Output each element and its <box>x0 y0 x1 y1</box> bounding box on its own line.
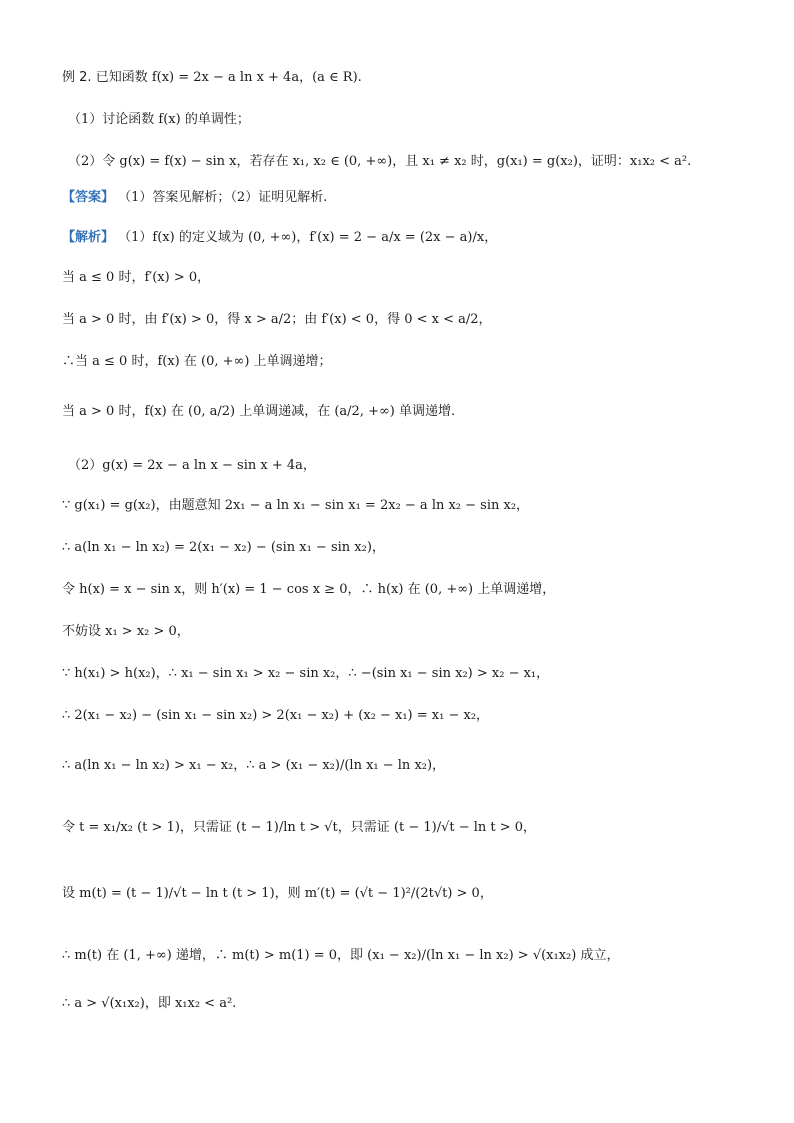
analysis-line: 当 a > 0 时，由 f′(x) > 0，得 x > a/2；由 f′(x) < 0，得 0 < x < a/2， <box>62 312 492 327</box>
analysis-line: 令 h(x) = x − sin x，则 h′(x) = 1 − cos x ≥ 0，∴ h(x) 在 (0, +∞) 上单调递增， <box>62 582 556 597</box>
problem-part-1: （1）讨论函数 f(x) 的单调性； <box>68 112 250 127</box>
answer-text: （1）答案见解析；（2）证明见解析. <box>118 190 328 205</box>
analysis-line: 当 a ≤ 0 时，f′(x) > 0， <box>62 270 211 285</box>
analysis-line: ∴ 2(x₁ − x₂) − (sin x₁ − sin x₂) > 2(x₁ − x₂) + (x₂ − x₁) = x₁ − x₂， <box>62 708 490 723</box>
analysis-tag: 【解析】 <box>62 230 115 245</box>
problem-statement: 已知函数 f(x) = 2x − a ln x + 4a，(a ∈ R). <box>95 70 362 85</box>
analysis-line: ∵ h(x₁) > h(x₂)，∴ x₁ − sin x₁ > x₂ − sin x₂，∴ −(sin x₁ − sin x₂) > x₂ − x₁， <box>62 666 550 681</box>
problem-statement-line <box>62 68 742 88</box>
analysis-text: （1）f(x) 的定义域为 (0, +∞)，f′(x) = 2 − a/x = (2x − a)/x， <box>118 230 498 245</box>
analysis-line: ∵ g(x₁) = g(x₂)，由题意知 2x₁ − a ln x₁ − sin x₁ = 2x₂ − a ln x₂ − sin x₂， <box>62 498 530 513</box>
analysis-line: ∴ m(t) 在 (1, +∞) 递增，∴ m(t) > m(1) = 0，即 (x₁ − x₂)/(ln x₁ − ln x₂) > √(x₁x₂) 成立， <box>62 948 620 963</box>
problem-label: 例 2. <box>62 70 92 85</box>
analysis-line-1 <box>62 228 742 248</box>
analysis-line: ∴ a > √(x₁x₂)，即 x₁x₂ < a². <box>62 996 237 1011</box>
analysis-line: 设 m(t) = (t − 1)/√t − ln t (t > 1)，则 m′(t) = (√t − 1)²/(2t√t) > 0， <box>62 886 493 901</box>
analysis-line: 令 t = x₁/x₂ (t > 1)，只需证 (t − 1)/ln t > √t，只需证 (t − 1)/√t − ln t > 0， <box>62 820 537 835</box>
answer-line <box>62 188 742 208</box>
analysis-line: （2）g(x) = 2x − a ln x − sin x + 4a， <box>68 458 316 473</box>
answer-tag: 【答案】 <box>62 190 115 205</box>
analysis-line: 当 a > 0 时，f(x) 在 (0, a/2) 上单调递减，在 (a/2, +∞) 单调递增. <box>62 404 456 419</box>
analysis-line: 不妨设 x₁ > x₂ > 0， <box>62 624 190 639</box>
problem-part-2: （2）令 g(x) = f(x) − sin x，若存在 x₁, x₂ ∈ (0, +∞)，且 x₁ ≠ x₂ 时，g(x₁) = g(x₂)，证明：x₁x₂ < a². <box>68 154 692 169</box>
analysis-line: ∴ a(ln x₁ − ln x₂) = 2(x₁ − x₂) − (sin x₁ − sin x₂)， <box>62 540 385 555</box>
analysis-line: ∴当 a ≤ 0 时，f(x) 在 (0, +∞) 上单调递增； <box>62 354 332 369</box>
analysis-line: ∴ a(ln x₁ − ln x₂) > x₁ − x₂，∴ a > (x₁ − x₂)/(ln x₁ − ln x₂)， <box>62 758 446 773</box>
